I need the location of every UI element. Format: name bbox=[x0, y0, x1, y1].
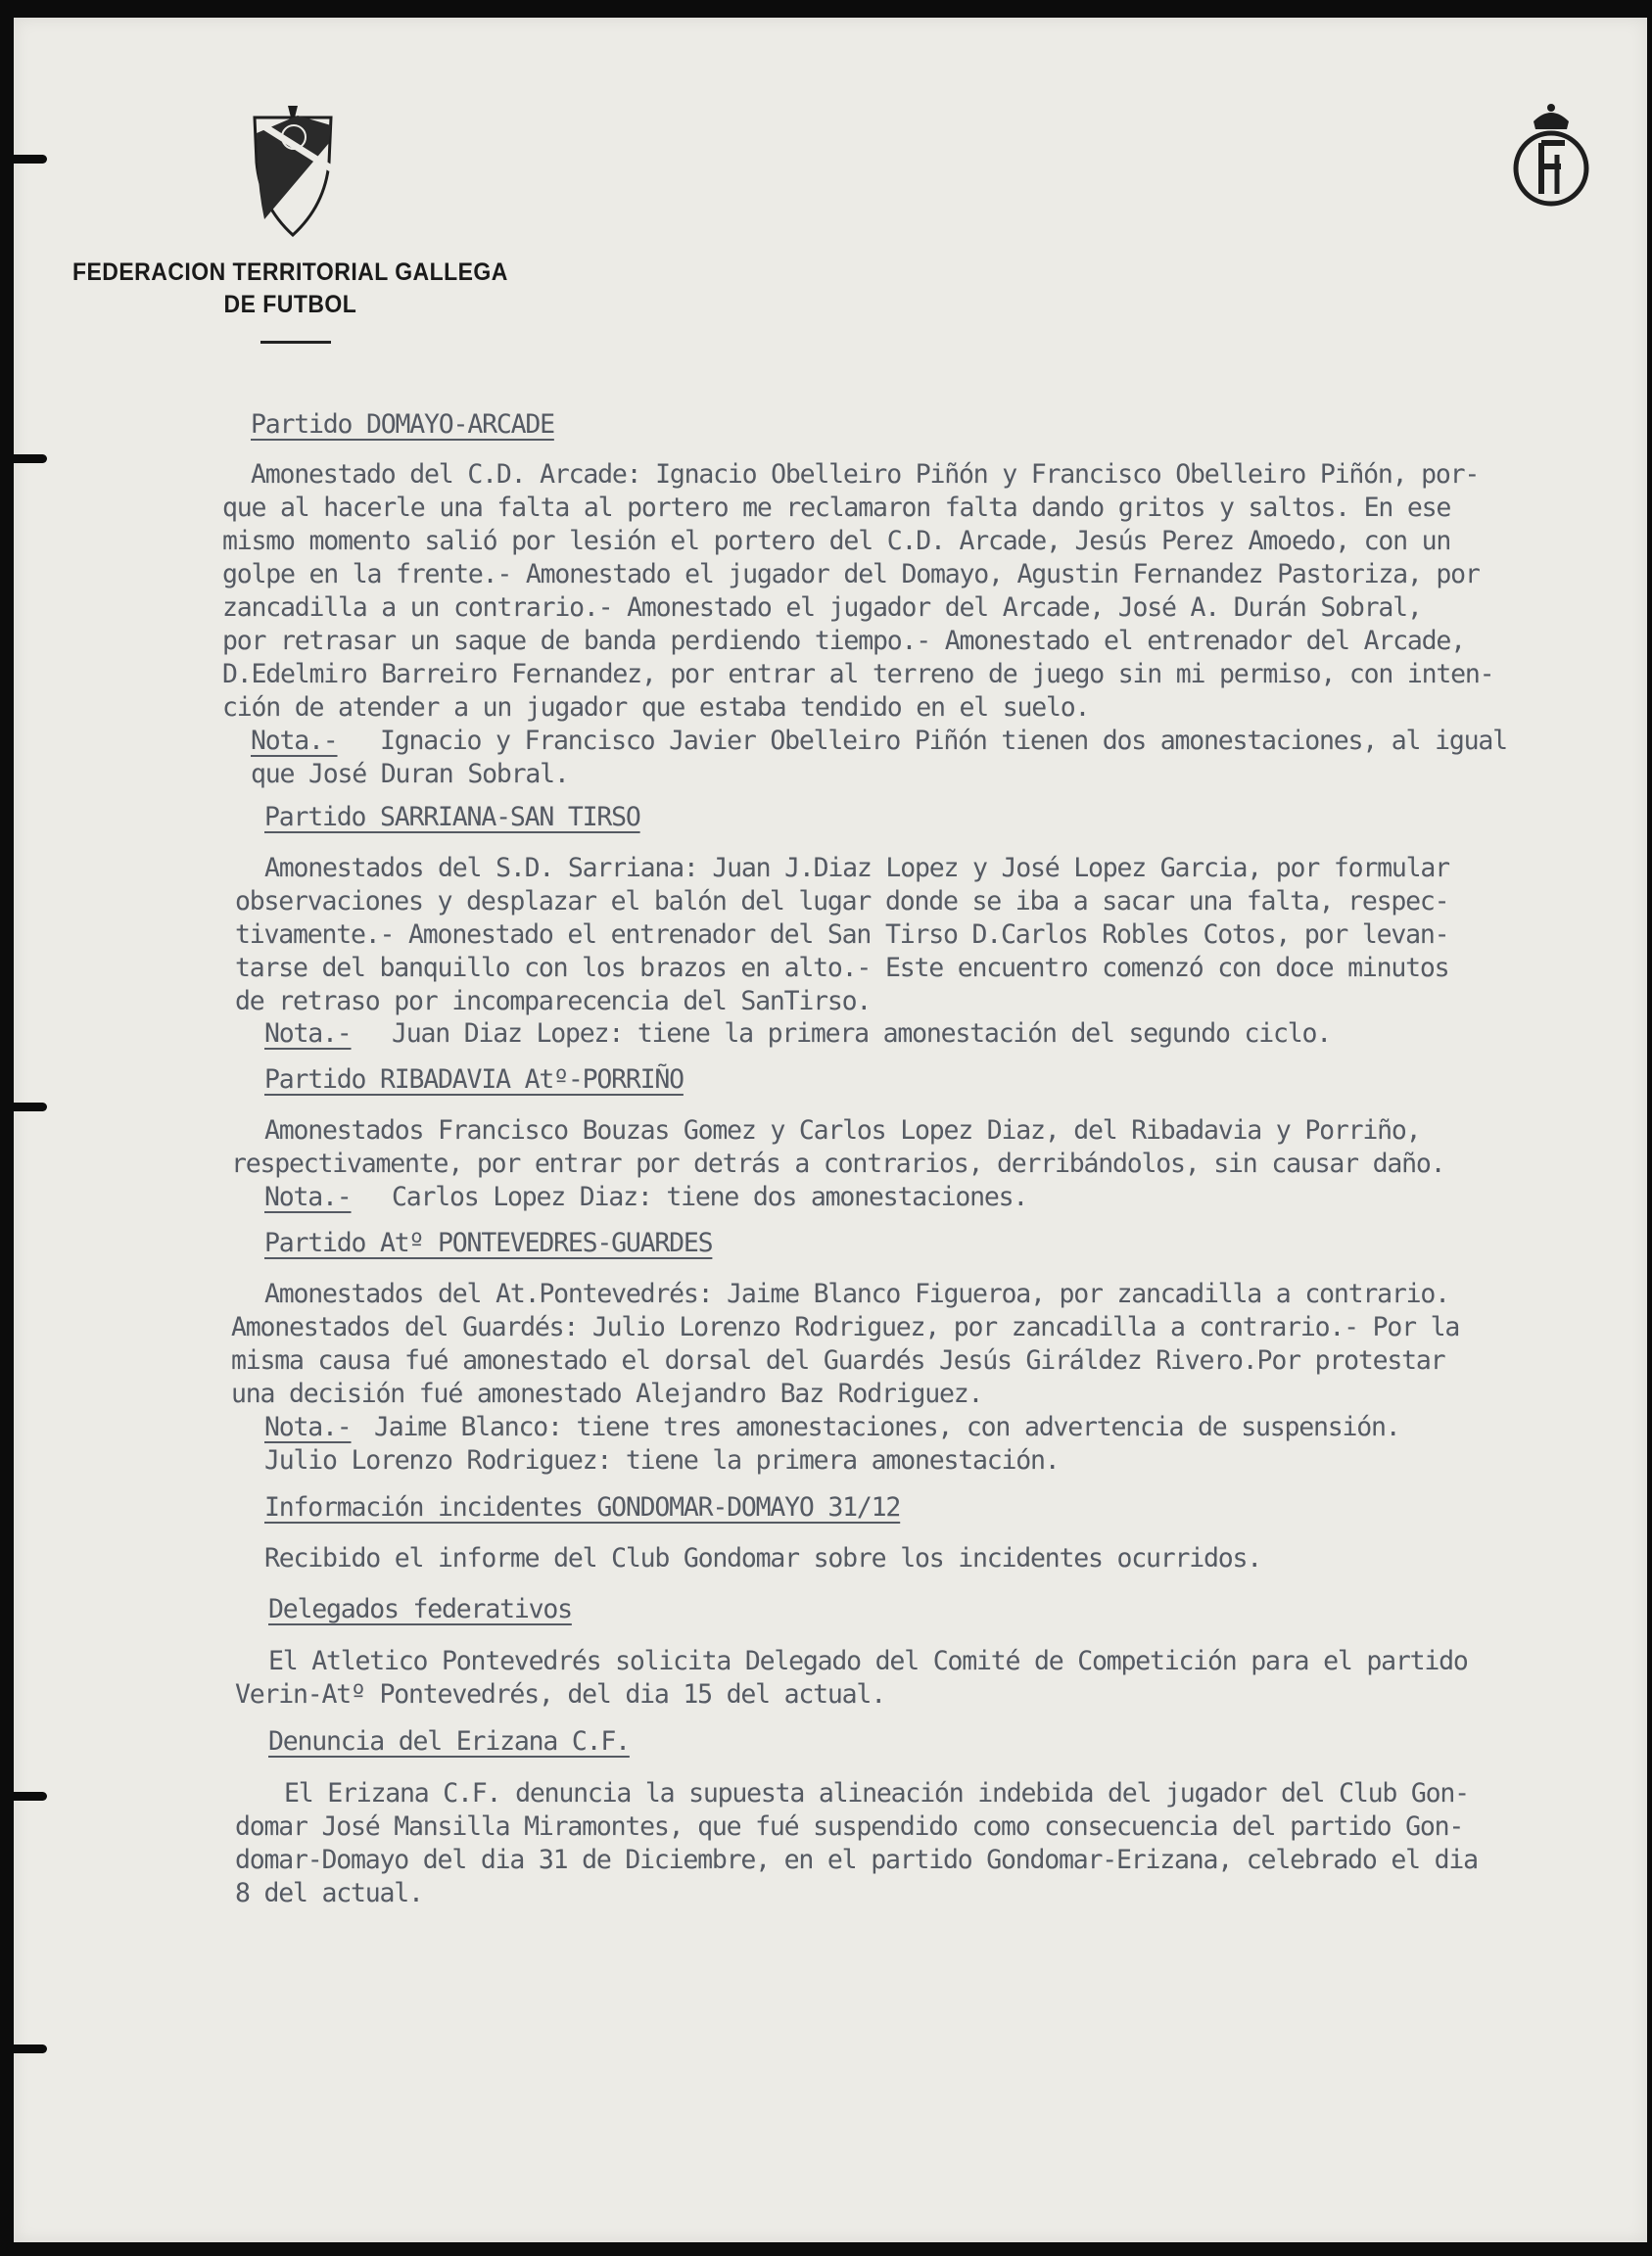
paragraph-line: zancadilla a un contrario.- Amonestado el jugador del Arcade, José A. Durán Sobral, bbox=[222, 592, 1422, 623]
binder-hole bbox=[14, 155, 47, 164]
paragraph-line: Amonestados del Guardés: Julio Lorenzo Rodriguez, por zancadilla a contrario.- Por la bbox=[231, 1312, 1460, 1342]
section-title: Partido Atº PONTEVEDRES-GUARDES bbox=[264, 1228, 713, 1258]
paragraph-line: Amonestados del At.Pontevedrés: Jaime Blanco Figueroa, por zancadilla a contrario. bbox=[264, 1279, 1449, 1309]
header-rule bbox=[260, 341, 331, 344]
paragraph-line: observaciones y desplazar el balón del lugar donde se iba a sacar una falta, respec- bbox=[235, 886, 1449, 916]
binder-hole bbox=[14, 454, 47, 463]
paragraph-line: de retraso por incomparecencia del SanTirso. bbox=[235, 986, 872, 1016]
rfef-crown-emblem-icon bbox=[1512, 100, 1590, 217]
paragraph-line: El Erizana C.F. denuncia la supuesta alineación indebida del jugador del Club Gon- bbox=[284, 1778, 1469, 1809]
org-name-line1: FEDERACION TERRITORIAL GALLEGA bbox=[72, 258, 508, 286]
nota-label: Nota.- bbox=[264, 1182, 352, 1212]
section-title: Delegados federativos bbox=[268, 1594, 572, 1624]
org-name-line2: DE FUTBOL bbox=[223, 291, 357, 318]
section-title: Denuncia del Erizana C.F. bbox=[268, 1726, 630, 1757]
paragraph-line: Recibido el informe del Club Gondomar sobre los incidentes ocurridos. bbox=[264, 1543, 1262, 1574]
paragraph-line: Amonestados del S.D. Sarriana: Juan J.Diaz Lopez y José Lopez Garcia, por formular bbox=[264, 853, 1449, 883]
paragraph-line: golpe en la frente.- Amonestado el jugador del Domayo, Agustin Fernandez Pastoriza, por bbox=[222, 559, 1480, 589]
paragraph-line: 8 del actual. bbox=[235, 1878, 423, 1908]
galician-federation-shield-icon bbox=[249, 104, 337, 241]
binder-hole bbox=[14, 2044, 47, 2053]
binder-hole bbox=[14, 1792, 47, 1801]
paragraph-line: El Atletico Pontevedrés solicita Delegado del Comité de Competición para el partido bbox=[268, 1646, 1468, 1676]
organization-header bbox=[72, 257, 508, 321]
paragraph-line: domar-Domayo del dia 31 de Diciembre, en el partido Gondomar-Erizana, celebrado el dia bbox=[235, 1845, 1478, 1875]
paragraph-line: que al hacerle una falta al portero me reclamaron falta dando gritos y saltos. En ese bbox=[222, 493, 1451, 523]
paragraph-line: Verin-Atº Pontevedrés, del dia 15 del actual. bbox=[235, 1679, 885, 1710]
nota-line: Julio Lorenzo Rodriguez: tiene la primera amonestación. bbox=[264, 1445, 1060, 1476]
nota-label: Nota.- bbox=[264, 1412, 352, 1442]
paragraph-line: mismo momento salió por lesión el portero del C.D. Arcade, Jesús Perez Amoedo, con un bbox=[222, 526, 1451, 556]
paragraph-line: respectivamente, por entrar por detrás a contrarios, derribándolos, sin causar daño. bbox=[231, 1149, 1445, 1179]
paragraph-line: D.Edelmiro Barreiro Fernandez, por entrar al terreno de juego sin mi permiso, con inten- bbox=[222, 659, 1494, 689]
binder-hole bbox=[14, 1103, 47, 1111]
section-title: Partido RIBADAVIA Atº-PORRIÑO bbox=[264, 1064, 684, 1095]
section-title: Partido DOMAYO-ARCADE bbox=[251, 409, 554, 440]
nota-line: Carlos Lopez Diaz: tiene dos amonestaciones. bbox=[392, 1182, 1028, 1212]
paragraph-line: una decisión fué amonestado Alejandro Baz Rodriguez. bbox=[231, 1379, 983, 1409]
paragraph-line: ción de atender a un jugador que estaba tendido en el suelo. bbox=[222, 692, 1090, 723]
nota-line: Juan Diaz Lopez: tiene la primera amonestación del segundo ciclo. bbox=[392, 1018, 1332, 1049]
paragraph-line: tivamente.- Amonestado el entrenador del San Tirso D.Carlos Robles Cotos, por levan- bbox=[235, 919, 1449, 950]
nota-label: Nota.- bbox=[264, 1018, 352, 1049]
paragraph-line: misma causa fué amonestado el dorsal del Guardés Jesús Giráldez Rivero.Por protestar bbox=[231, 1345, 1445, 1376]
section-title: Partido SARRIANA-SAN TIRSO bbox=[264, 802, 640, 832]
nota-line: que José Duran Sobral. bbox=[251, 759, 569, 789]
paragraph-line: tarse del banquillo con los brazos en alto.- Este encuentro comenzó con doce minutos bbox=[235, 953, 1449, 983]
nota-label: Nota.- bbox=[251, 726, 338, 756]
nota-line: Jaime Blanco: tiene tres amonestaciones, con advertencia de suspensión. bbox=[374, 1412, 1400, 1442]
paragraph-line: por retrasar un saque de banda perdiendo tiempo.- Amonestado el entrenador del Arcade, bbox=[222, 626, 1465, 656]
paragraph-line: domar José Mansilla Miramontes, que fué suspendido como consecuencia del partido Gon- bbox=[235, 1811, 1464, 1842]
paragraph-line: Amonestados Francisco Bouzas Gomez y Carlos Lopez Diaz, del Ribadavia y Porriño, bbox=[264, 1115, 1421, 1146]
paragraph-line: Amonestado del C.D. Arcade: Ignacio Obelleiro Piñón y Francisco Obelleiro Piñón, por- bbox=[251, 459, 1480, 490]
section-title: Información incidentes GONDOMAR-DOMAYO 31/12 bbox=[264, 1492, 901, 1523]
nota-line: Ignacio y Francisco Javier Obelleiro Piñón tienen dos amonestaciones, al igual bbox=[380, 726, 1507, 756]
